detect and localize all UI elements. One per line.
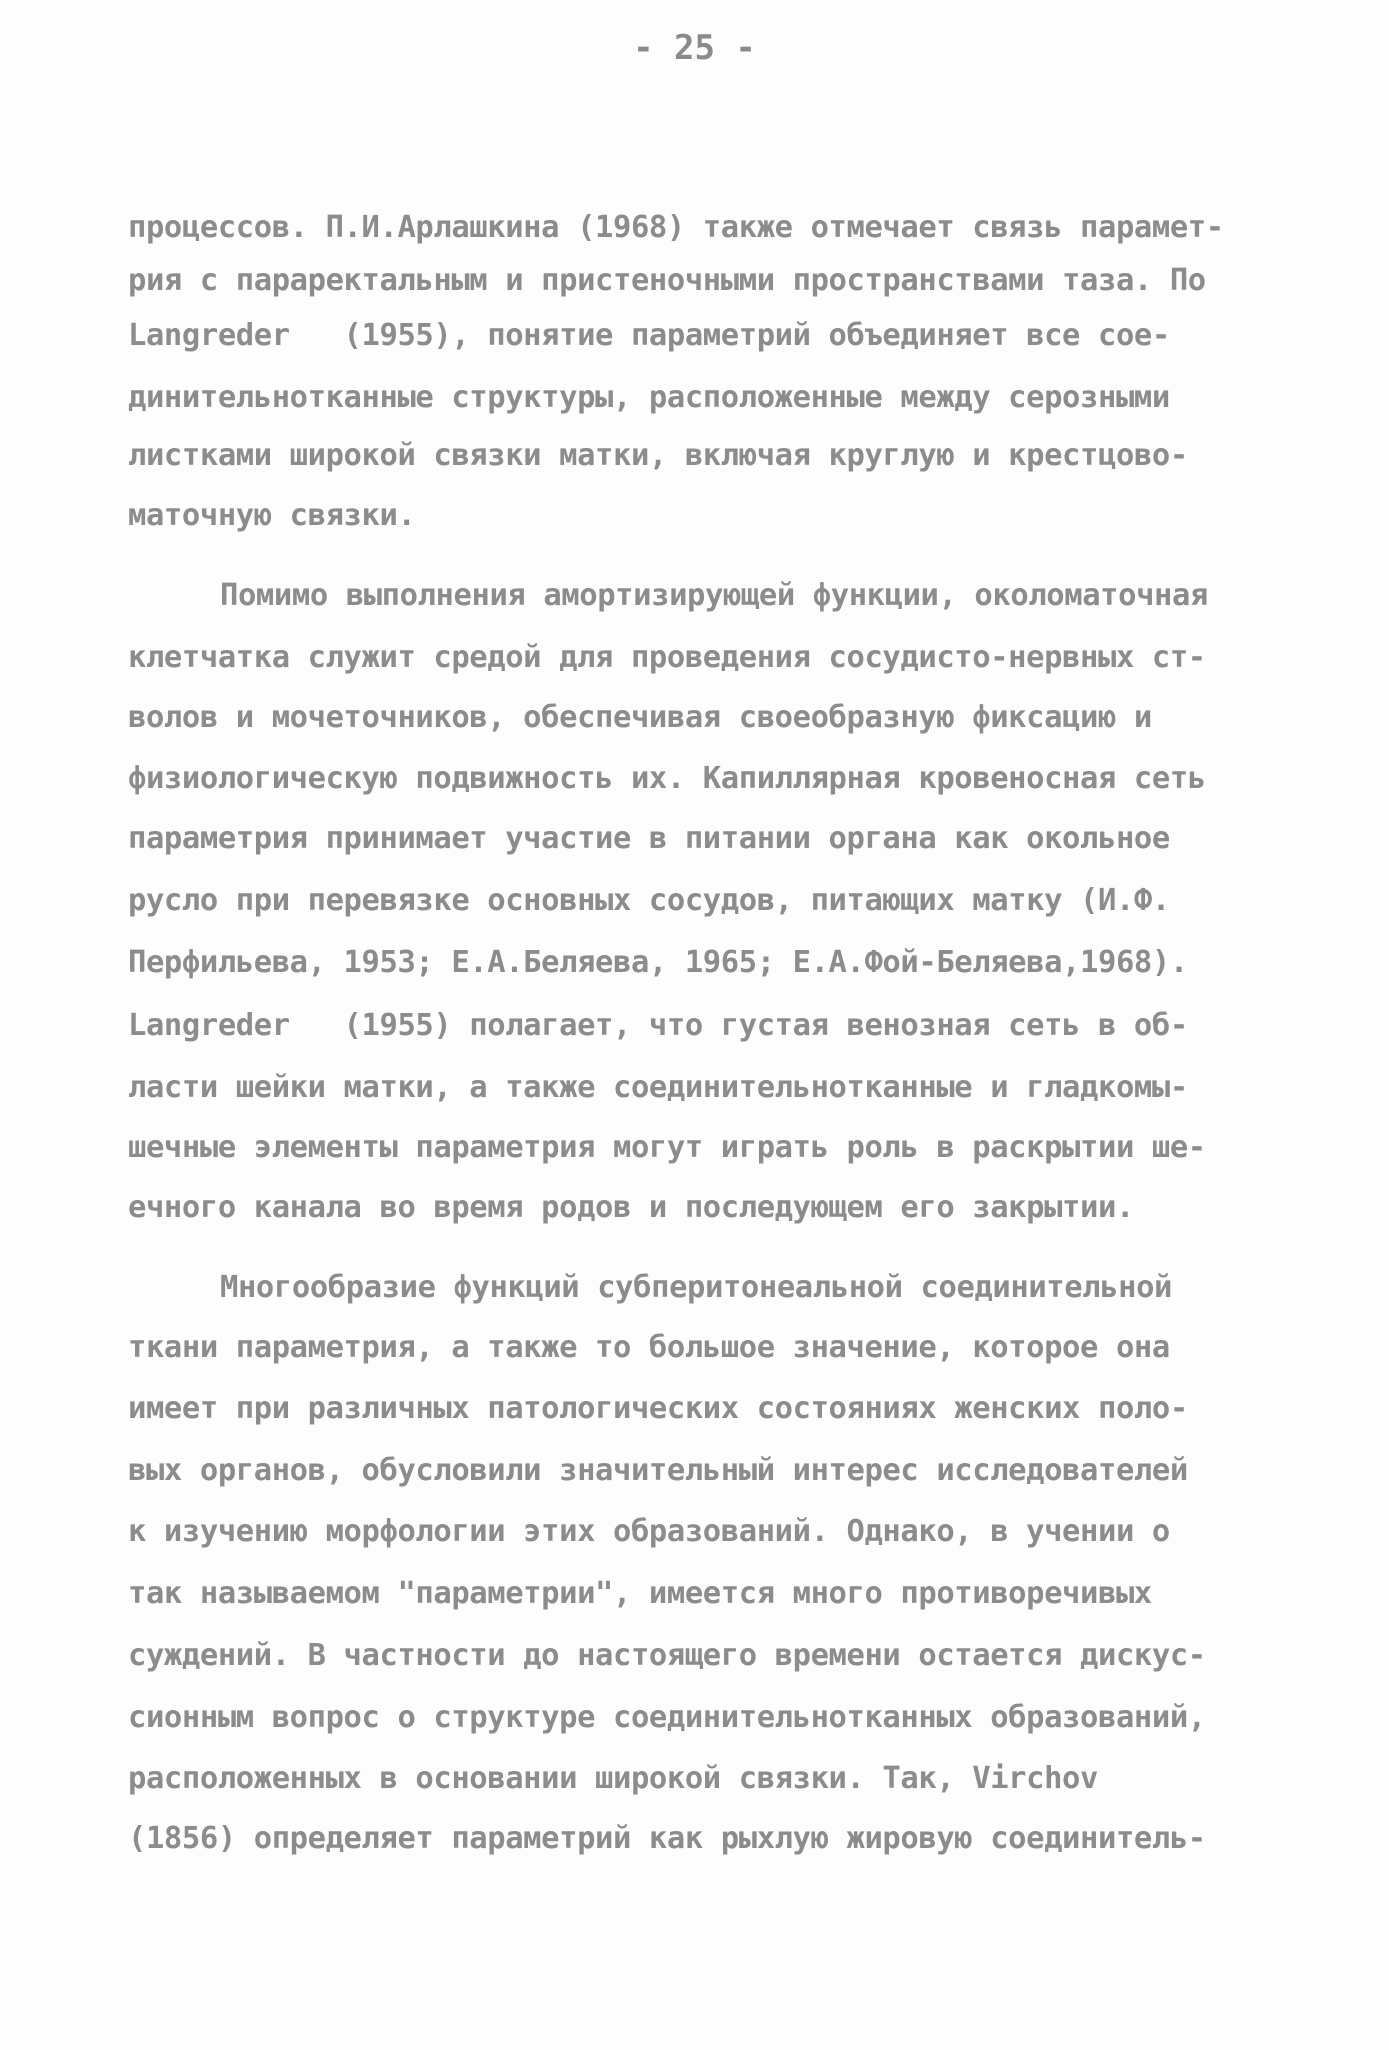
text-line: Langreder (1955), понятие параметрий объединяет все сое- (128, 318, 1170, 353)
text-line: маточную связки. (128, 498, 416, 533)
text-line: Перфильева, 1953; Е.А.Беляева, 1965; Е.А.Фой-Беляева,1968). (128, 945, 1188, 980)
text-line: рия с параректальным и пристеночными пространствами таза. По (128, 263, 1206, 298)
text-line: листками широкой связки матки, включая круглую и крестцово- (128, 438, 1188, 473)
text-line: клетчатка служит средой для проведения сосудисто-нервных ст- (128, 640, 1206, 675)
text-line: суждений. В частности до настоящего времени остается дискус- (128, 1638, 1206, 1673)
text-line: расположенных в основании широкой связки. Так, Virchov (128, 1761, 1098, 1796)
text-line: (1856) определяет параметрий как рыхлую жировую соединитель- (128, 1821, 1206, 1856)
text-line: физиологическую подвижность их. Капиллярная кровеносная сеть (128, 761, 1206, 796)
page-number: - 25 - (633, 28, 756, 68)
text-line: Langreder (1955) полагает, что густая венозная сеть в об- (128, 1008, 1188, 1043)
text-line: ечного канала во время родов и последующем его закрытии. (128, 1190, 1134, 1225)
text-line: волов и мочеточников, обеспечивая своеобразную фиксацию и (128, 700, 1152, 735)
text-line: сионным вопрос о структуре соединительнотканных образований, (128, 1700, 1206, 1735)
text-line: ласти шейки матки, а также соединительнотканные и гладкомы- (128, 1070, 1188, 1105)
text-line: имеет при различных патологических состояниях женских поло- (128, 1391, 1188, 1426)
text-line: процессов. П.И.Арлашкина (1968) также отмечает связь парамет- (128, 210, 1224, 245)
text-line: шечные элементы параметрия могут играть роль в раскрытии ше- (128, 1130, 1206, 1165)
text-line: так называемом "параметрии", имеется много противоречивых (128, 1576, 1152, 1611)
text-line: Помимо выполнения амортизирующей функции, околоматочная (220, 578, 1208, 613)
text-line: динительнотканные структуры, расположенные между серозными (128, 380, 1170, 415)
text-line: Многообразие функций субперитонеальной соединительной (220, 1270, 1173, 1305)
text-line: к изучению морфологии этих образований. Однако, в учении о (128, 1514, 1170, 1549)
text-line: русло при перевязке основных сосудов, питающих матку (И.Ф. (128, 883, 1170, 918)
text-line: параметрия принимает участие в питании органа как окольное (128, 821, 1170, 856)
text-line: ткани параметрия, а также то большое значение, которое она (128, 1330, 1170, 1365)
text-line: вых органов, обусловили значительный интерес исследователей (128, 1453, 1188, 1488)
